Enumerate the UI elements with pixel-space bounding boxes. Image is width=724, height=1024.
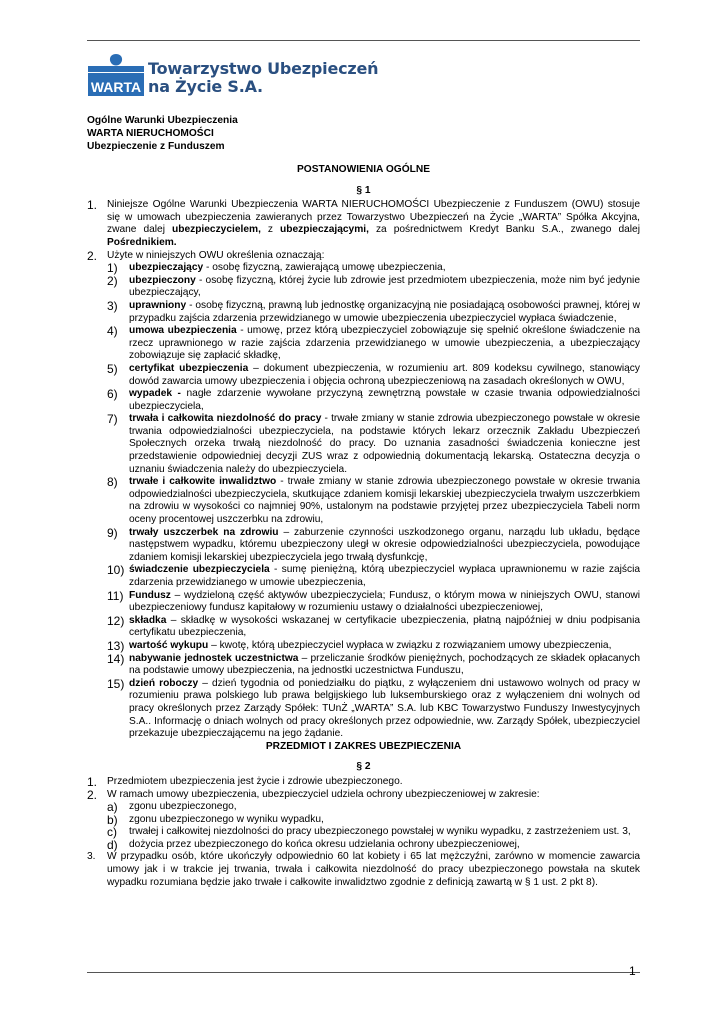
page-number: 1 [629, 964, 636, 978]
document-header [87, 114, 238, 153]
s1-paragraph-2 [87, 250, 640, 263]
definitions-list [87, 262, 640, 741]
definition-item [87, 300, 640, 325]
s1-p1-text-c: za pośrednictwem Kredyt Banku S.A., zwanego dalej [368, 224, 640, 236]
header-line-1: Ogólne Warunki Ubezpieczenia [87, 115, 238, 126]
def-term: uprawniony [129, 299, 187, 311]
def-text: - osobę fizyczną, zawierającą umowę ubezpieczenia, [203, 262, 446, 274]
s1-p2-text: Użyte w niniejszych OWU określenia oznaczają: [107, 249, 325, 261]
s2-p1-text: Przedmiotem ubezpieczenia jest życie i zdrowie ubezpieczonego. [107, 775, 403, 787]
svg-text:WARTA: WARTA [90, 79, 142, 95]
def-number: 13) [107, 638, 125, 653]
scope-text: dożycia przez ubezpieczonego do końca okresu udzielania ochrony ubezpieczeniowej, [129, 838, 520, 850]
header-line-2: WARTA NIERUCHOMOŚCI [87, 128, 214, 139]
def-text: – kwotę, którą ubezpieczyciel wypłaca w związku z rozwiązaniem umowy ubezpieczenia, [208, 639, 612, 651]
def-text: - umowę, przez którą ubezpieczyciel zobowiązuje się spełnić określone świadczenie na rzecz uprawnionego w razie zajścia zdarzenia przewidzianego w umowie ubezpieczenia, a ubezpieczający zobowiązuje się zapłacić składkę, [129, 325, 641, 362]
top-rule [87, 40, 640, 41]
def-term: wypadek - [129, 388, 181, 400]
s1-p1-text-a: Niniejsze Ogólne Warunki Ubezpieczenia WARTA NIERUCHOMOŚCI Ubezpieczenie z Funduszem (OWU) stosuje się w umowach ubezpieczenia zawieranych przez Towarzystwo Ubezpieczeń na Życie „WARTA” Spółka Akcyjna, zwane dalej [107, 199, 640, 236]
def-text: – przeliczanie środków pieniężnych, pochodzących ze składek opłacanych na podstawie umowy ubezpieczenia, na jednostki uczestnictwa Funduszu, [129, 652, 641, 677]
s1-p2-number: 2. [87, 248, 98, 263]
s1-p1-bold-b: ubezpieczającymi, [280, 224, 369, 236]
def-number: 14) [107, 651, 125, 666]
def-term: trwały uszczerbek na zdrowiu [129, 526, 279, 538]
s2-p2-text: W ramach umowy ubezpieczenia, ubezpieczyciel udziela ochrony ubezpieczeniowej w zakresie: [107, 788, 540, 800]
definition-item [87, 615, 640, 640]
s2-p2-number: 2. [87, 787, 98, 802]
scope-item [87, 839, 640, 852]
scope-number: b) [107, 812, 118, 827]
def-number: 2) [107, 273, 118, 288]
definition-item [87, 388, 640, 413]
s1-paragraph-1 [87, 199, 640, 249]
def-number: 4) [107, 324, 118, 339]
definition-item [87, 653, 640, 678]
scope-item [87, 826, 640, 839]
s2-p1-number: 1. [87, 774, 98, 789]
def-number: 15) [107, 676, 125, 691]
section-1-title: POSTANOWIENIA OGÓLNE [296, 164, 430, 175]
scope-number: c) [107, 825, 117, 840]
definition-item [87, 564, 640, 589]
def-number: 6) [107, 387, 118, 402]
scope-number: a) [107, 800, 118, 815]
def-term: nabywanie jednostek uczestnictwa [129, 652, 299, 664]
s2-paragraph-3 [87, 851, 640, 889]
def-text: – wydzieloną część aktywów ubezpieczyciela; Fundusz, o którym mowa w niniejszych OWU, stanowi ubezpieczeniowy fundusz kapitałowy w rozumieniu ustawy o działalności ubezpieczeniowej, [129, 589, 640, 614]
document-body [87, 164, 640, 889]
scope-text: zgonu ubezpieczonego w wyniku wypadku, [129, 813, 324, 825]
paragraph-1-symbol: § 1 [356, 184, 371, 196]
warta-logo [86, 52, 379, 102]
def-text: - trwałe zmiany w stanie zdrowia ubezpieczonego powstałe w okresie trwania odpowiedzialności ubezpieczyciela, skutkujące zdaniem komisji lekarskiej ubezpieczyciela trwałym uszczerbkiem na zdrowiu w wysokości co najmniej 90%, ustalonym na podstawie przyjętej przez ubezpieczyciela Tabeli norm oceny procentowej uszczerbku na zdrowiu, [129, 476, 640, 526]
def-term: Fundusz [129, 589, 171, 601]
definition-item [87, 325, 640, 363]
def-term: trwała i całkowita niezdolność do pracy [129, 413, 322, 425]
warta-logo-mark [86, 52, 146, 100]
def-text: – składkę w wysokości wskazanej w certyfikacie ubezpieczenia, płatną najpóźniej w dniu podpisania certyfikatu ubezpieczenia, [129, 614, 640, 639]
s2-paragraph-1 [87, 776, 640, 789]
s1-p1-bold-a: ubezpieczycielem, [172, 224, 261, 236]
def-term: umowa ubezpieczenia [129, 325, 237, 337]
def-text: - sumę pieniężną, którą ubezpieczyciel wypłaca uprawnionemu w razie zajścia zdarzenia przewidzianego w umowie ubezpieczenia, [129, 564, 641, 588]
def-term: dzień roboczy [129, 677, 199, 689]
def-term: świadczenie ubezpieczyciela [129, 564, 270, 576]
def-number: 9) [107, 525, 118, 540]
def-term: składka [129, 614, 167, 626]
s1-p1-bold-c: Pośrednikiem. [107, 236, 177, 248]
section-2-title: PRZEDMIOT I ZAKRES UBEZPIECZENIA [265, 740, 462, 752]
def-term: ubezpieczony [129, 274, 196, 286]
company-name-line2: na Życie S.A. [148, 77, 263, 96]
def-text: – dzień tygodnia od poniedziałku do piątku, z wyłączeniem dni ustawowo wolnych od pracy w rozumieniu prawa polskiego lub prawa belgijskiego lub luksemburskiego oraz z wyłączeniem dni wolnych od pracy określonych przez Zarządy Spółek: TUnŻ „WARTA” S.A. lub KBC Towarzystwo Funduszy Inwestycyjnych S.A.. Informację o dniach wolnych od pracy określonych przez odpowiednie, ww. Zarządy Spółek, ubezpieczyciel przekazuje ubezpieczającemu na jego żądanie. [129, 677, 640, 740]
def-term: ubezpieczający [129, 262, 204, 274]
definition-item [87, 363, 640, 388]
def-text: - osobę fizyczną, prawną lub jednostkę organizacyjną nie posiadającą osobowości prawnej, której w przypadku zajścia zdarzenia przewidzianego w umowie ubezpieczenia ubezpieczyciel wypłaca świadczenie, [129, 299, 640, 324]
definition-item [87, 262, 640, 275]
definition-item [87, 527, 640, 565]
bottom-rule [87, 972, 640, 973]
def-number: 12) [107, 613, 125, 628]
def-number: 1) [107, 261, 118, 276]
definition-item [87, 590, 640, 615]
def-number: 3) [107, 298, 118, 313]
scope-item [87, 801, 640, 814]
definition-item [87, 275, 640, 300]
scope-text: zgonu ubezpieczonego, [129, 801, 237, 813]
s1-p1-text-b: z [260, 224, 281, 236]
scope-item [87, 814, 640, 827]
scope-text: trwałej i całkowitej niezdolności do pracy ubezpieczonego powstałej w wyniku wypadku, z zastrzeżeniem ust. 3, [129, 826, 631, 838]
s2-p3-text: W przypadku osób, które ukończyły odpowiednio 60 lat kobiety i 65 lat mężczyźni, zarówno w momencie zawarcia umowy jak i w trakcie jej trwania, trwała i całkowita niezdolność do pracy ubezpieczonego powstała na skutek wypadku rozumiana będzie jako trwałe i całkowite inwalidztwo zgodnie z definicją zawartą w § 1 ust. 2 pkt 8). [107, 851, 640, 888]
definition-item [87, 678, 640, 741]
def-number: 10) [107, 563, 125, 578]
s2-paragraph-2 [87, 789, 640, 802]
def-number: 5) [107, 361, 118, 376]
def-term: certyfikat ubezpieczenia [129, 362, 249, 374]
def-number: 8) [107, 475, 118, 490]
def-text: – dokument ubezpieczenia, w rozumieniu art. 809 kodeksu cywilnego, stanowiący dowód zawarcia umowy ubezpieczenia i objęcia ochroną ubezpieczeniową na zasadach określonych w OWU, [129, 362, 640, 387]
s2-p3-number: 3. [87, 851, 96, 863]
def-text: nagłe zdarzenie wywołane przyczyną zewnętrzną powstałe w czasie trwania odpowiedzialności ubezpieczyciela, [129, 388, 641, 412]
def-term: wartość wykupu [129, 639, 209, 651]
def-text: - osobę fizyczną, której życie lub zdrowie jest przedmiotem ubezpieczenia, może nim być jedynie ubezpieczający, [129, 274, 640, 299]
s1-p1-number: 1. [87, 198, 98, 213]
def-number: 11) [107, 588, 124, 603]
def-text: - trwałe zmiany w stanie zdrowia ubezpieczonego powstałe w okresie trwania odpowiedzialności ubezpieczyciela, na podstawie których lekarz orzecznik Zakładu Ubezpieczeń Społecznych orzeka trwałą niezdolność do pracy. Do uznania zasadności świadczenia konieczne jest przedstawienie odpowiedniej decyzji ZUS wraz z odpowiednią dokumentacją lekarską. Ostateczna decyzja o uznaniu świadczenia należy do ubezpieczyciela. [129, 413, 640, 475]
definition-item [87, 476, 640, 526]
def-number: 7) [107, 412, 118, 427]
def-text: – zaburzenie czynności uszkodzonego organu, narządu lub układu, będące następstwem wypadku, któremu ubezpieczony uległ w okresie odpowiedzialności ubezpieczyciela, powodujące zdaniem komisji lekarskiej ubezpieczyciela jego trwałą dysfunkcję, [129, 526, 640, 563]
scope-number: d) [107, 837, 118, 852]
paragraph-2-symbol: § 2 [356, 761, 371, 773]
header-line-3: Ubezpieczenie z Funduszem [87, 141, 225, 152]
definition-item [87, 413, 640, 476]
company-name-line1: Towarzystwo Ubezpieczeń [148, 59, 379, 78]
definition-item [87, 640, 640, 653]
def-term: trwałe i całkowite inwalidztwo [129, 476, 277, 488]
